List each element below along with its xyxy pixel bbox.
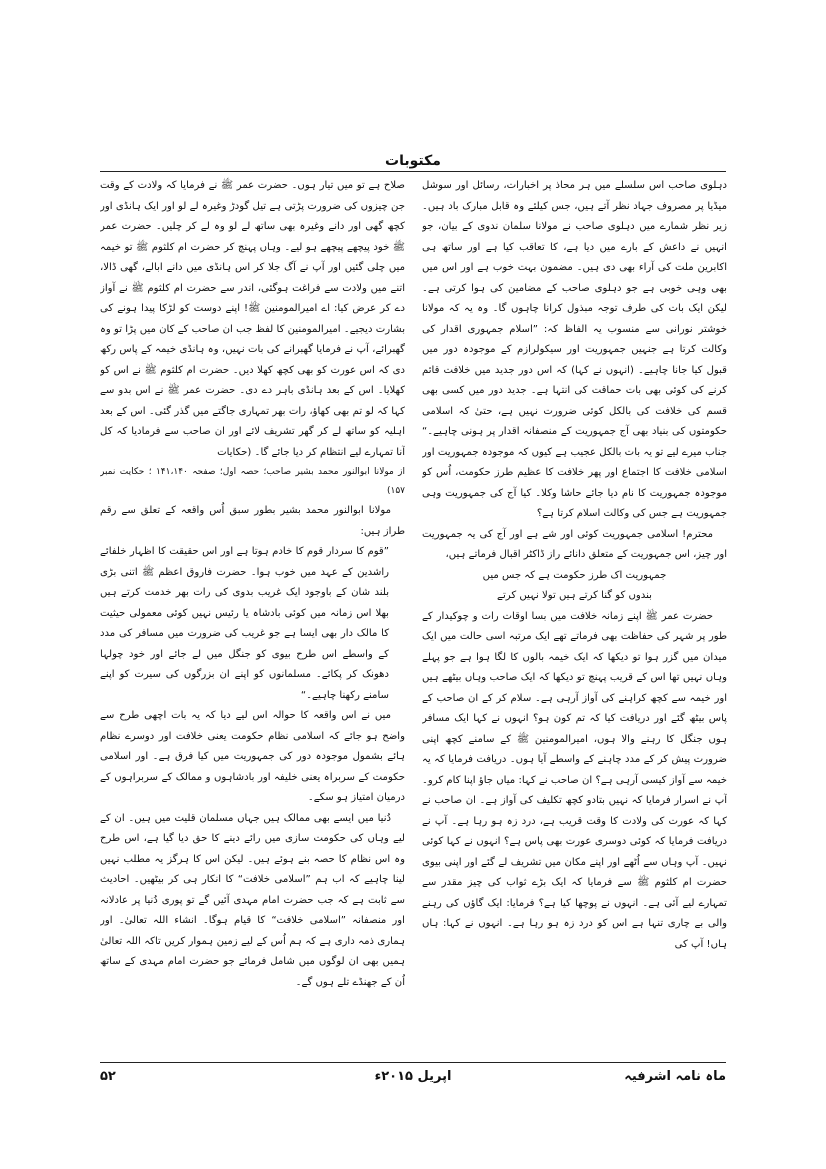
page-title: مکتوبات bbox=[385, 153, 441, 169]
paragraph: مولانا ابوالنور محمد بشیر بطور سبق اُس واقعہ کے تعلق سے رقم طراز ہیں: bbox=[100, 505, 405, 537]
page-number: ۵۲ bbox=[100, 1069, 116, 1084]
poem-line: بندوں کو گنا کرتے ہیں تولا نہیں کرتے bbox=[497, 590, 652, 601]
header-divider bbox=[100, 171, 726, 172]
footer-divider bbox=[100, 1062, 726, 1063]
paragraph: میں نے اس واقعہ کا حوالہ اس لیے دیا کہ یہ بات اچھی طرح سے واضح ہو جائے کہ اسلامی نظام حکومت یعنی خلافت اور دوسرے نظام ہائے بشمول موجودہ دور کی جمہوریت میں کیا فرق ہے۔ اور اسلامی حکومت کے سربراہ یعنی خلیفہ اور بادشاہوں و ممالک کے سربراہوں کے درمیان امتیاز ہو سکے۔ bbox=[100, 710, 405, 803]
paragraph: حضرت عمر ﷺ اپنے زمانہ خلافت میں بسا اوقات رات و چوکیدار کے طور پر شہر کی حفاظت بھی فرماتے تھے ایک مرتبہ اسی حالت میں ایک میدان میں گزر ہوا تو دیکھا کہ ایک خیمہ بالوں کا لگا ہوا ہے جو پہلے وہاں نہیں تھا اس کے قریب پہنچ تو دیکھا کہ ایک صاحب وہاں بیٹھے ہیں اور خیمہ سے کچھ کراہنے کی آواز آرہی ہے۔ سلام کر کے ان صاحب کے پاس بیٹھ گئے اور دریافت کیا کہ تم کون ہو؟ انہوں نے کہا ایک مسافر ہوں جنگل کا رہنے والا ہوں، امیرالمومنین ﷺ کے سامنے کچھ اپنی ضرورت پیش کر کے مدد چاہنے کے واسطے آیا ہوں۔ دریافت فرمایا کہ یہ خیمہ سے آواز کیسی آرہی ہے؟ ان صاحب نے کہا: میاں جاؤ اپنا کام کرو۔ آپ نے اسرار فرمایا کہ نہیں بتادو کچھ تکلیف کی آواز ہے۔ ان صاحب نے کہا کہ عورت کی ولادت کا وقت قریب ہے، درد زہ ہو رہا ہے۔ آپ نے دریافت فرمایا کہ کوئی دوسری عورت بھی پاس ہے؟ انہوں نے کہا کوئی نہیں۔ آپ وہاں سے اُٹھے اور اپنے مکان میں تشریف لے گئے اور اپنی بیوی حضرت ام کلثوم ﷺ سے فرمایا کہ ایک بڑے ثواب کی چیز مقدر سے تمہارے لیے آئی ہے۔ انہوں نے پوچھا کیا ہے؟ فرمایا: ایک گاؤں کی رہنے والی بے چاری تنہا ہے اس کو درد زہ ہو رہا ہے۔ انہوں نے کہا: ہاں ہاں! آپ کی bbox=[422, 610, 727, 950]
paragraph: صلاح ہے تو میں تیار ہوں۔ حضرت عمر ﷺ نے فرمایا کہ ولادت کے وقت جن چیزوں کی ضرورت پڑتی ہے تیل گودڑ وغیرہ لے لو اور ایک ہانڈی اور کچھ گھی اور دانے وغیرہ بھی ساتھ لے لو وہ لے کر چلیں۔ حضرت عمر ﷺ خود پیچھے پیچھے ہو لیے۔ وہاں پہنچ کر حضرت ام کلثوم ﷺ تو خیمہ میں چلی گئیں اور آپ نے آگ جلا کر اس ہانڈی میں دانے ابالے، گھی ڈالا، اتنے میں ولادت سے فراغت ہوگئی، اندر سے حضرت ام کلثوم ﷺ نے آواز دے کر عرض کیا: اے امیرالمومنین ﷺ! اپنے دوست کو لڑکا پیدا ہونے کی بشارت دیجیے۔ امیرالمومنین کا لفظ جب ان صاحب کے کان میں پڑا تو وہ گھبرائے، آپ نے فرمایا گھبرانے کی بات نہیں، وہ ہانڈی خیمہ کے پاس رکھ دی کہ اس عورت کو بھی کچھ کھلا دیں۔ حضرت ام کلثوم ﷺ نے اس کو کھلایا۔ اس کے بعد ہانڈی باہر دے دی۔ حضرت عمر ﷺ نے اس بدو سے کہا کہ لو تم بھی کھاؤ، رات بھر تمہاری جاگتے میں گذر گئی۔ اس کے بعد اہلیہ کو ساتھ لے کر گھر تشریف لائے اور ان صاحب سے فرمادیا کہ کل آنا تمہارے لیے انتظام کر دیا جائے گا۔ (حکایات bbox=[100, 180, 405, 458]
poem-line: جمہوریت اک طرز حکومت ہے کہ جس میں bbox=[482, 569, 667, 581]
poem bbox=[422, 566, 727, 607]
paragraph: محترم! اسلامی جمہوریت کوئی اور شے ہے اور آج کی یہ جمہوریت اور چیز، اس جمہوریت کے متعلق دانائے راز ڈاکٹر اقبال فرماتے ہیں، bbox=[422, 528, 727, 560]
left-column bbox=[100, 176, 405, 1056]
paragraph: دہلوی صاحب اس سلسلے میں ہر محاذ پر اخبارات، رسائل اور سوشل میڈیا پر مصروف جہاد نظر آتے ہیں، جس کیلئے وہ قابل مبارک باد ہیں۔ زیر نظر شمارے میں دہلوی صاحب نے مولانا سلمان ندوی کے بیان، جو انہیں نے داعش کے بارے میں دیا ہے، کا تعاقب کیا ہے اور ساتھ ہی اکابرین ملت کی آراء بھی دی ہیں۔ مضمون بہت خوب ہے اور اس میں بھی وہی خوبی ہے جو دہلوی صاحب کے مضامین کی ہوا کرتی ہے۔ لیکن ایک بات کی طرف توجہ مبذول کرانا چاہوں گا۔ وہ یہ کہ مولانا خوشتر نورانی سے منسوب یہ الفاظ کہ: ”اسلام جمہوری اقدار کی وکالت کرتا ہے جنہیں جمہوریت اور سیکولرازم کے موجودہ دور میں قبول کیا جانا چاہیے۔ (انہوں نے کہا) کہ اس دور جدید میں خلافت قائم کرنے کی کوئی بھی بات حماقت کی انتہا ہے۔ جدید دور میں کسی بھی قسم کی خلافت کی بالکل کوئی ضرورت نہیں ہے، حتیٰ کہ اسلامی حکومتوں کی بنیاد بھی آج جمہوریت کے منصفانہ اقدار پر ہونی چاہیے۔“ جناب میرے لیے تو یہ بات بالکل عجیب ہے کیوں کہ موجودہ جمہوریت اور اسلامی خلافت کا اجتماع اور پھر خلافت کا عظیم طرز حکومت، اُس کو موجودہ جمہوریت کا نام دیا جائے حاشا وکلا۔ کیا آج کی جمہوریت وہی جمہوریت ہے جس کی وکالت اسلام کرتا ہے؟ bbox=[422, 180, 727, 519]
magazine-name: ماہ نامہ اشرفیہ bbox=[624, 1069, 726, 1084]
citation: از مولانا ابوالنور محمد بشیر صاحب؛ حصہ اول؛ صفحہ ۱۴۱،۱۴۰ ؛ حکایت نمبر ۱۵۷) bbox=[100, 467, 405, 496]
issue-date: اپریل ۲۰۱۵ء bbox=[374, 1069, 452, 1084]
paragraph: دُنیا میں ایسے بھی ممالک ہیں جہاں مسلمان قلیت میں ہیں۔ ان کے لیے وہاں کی حکومت سازی میں رائے دینے کا حق دیا گیا ہے، اس طرح وہ اس نظام کا حصہ بنے ہوئے ہیں۔ لیکن اس کا ہرگز یہ مطلب نہیں لینا چاہیے کہ اب ہم ”اسلامی خلافت“ کا انکار ہی کر بیٹھیں۔ احادیث سے ثابت ہے کہ جب حضرت امام مہدی آئیں گے تو پوری دُنیا پر عادلانہ اور منصفانہ ”اسلامی خلافت“ کا قیام ہوگا۔ انشاء اللہ تعالیٰ۔ اور ہماری ذمہ داری ہے کہ ہم اُس کے لیے زمین ہموار کریں تاکہ اللہ تعالیٰ ہمیں بھی ان لوگوں میں شامل فرمائے جو حضرت امام مہدی کے ساتھ اُن کے جھنڈے تلے ہوں گے۔ bbox=[100, 812, 405, 988]
block-quote: ”قوم کا سردار قوم کا خادم ہوتا ہے اور اس حقیقت کا اظہار خلفائے راشدین کے عہد میں خوب ہوا۔ حضرت فاروق اعظم ﷺ اتنی بڑی بلند شان کے باوجود ایک غریب بدوی کی رات بھر خدمت کرتے ہیں بھلا اس زمانہ میں کوئی بادشاہ یا رئیس نہیں کوئی معمولی حیثیت کا مالک دار بھی ایسا ہے جو غریب کی ضرورت میں مسافر کی مدد کے واسطے اس طرح بیوی کو جنگل میں لے جائے اور خود چولہا دھونک کر پکائے۔ مسلمانوں کو اپنے ان بزرگوں کی سیرت کو اپنے سامنے رکھنا چاہیے۔“ bbox=[100, 546, 389, 701]
right-column bbox=[422, 176, 727, 1056]
